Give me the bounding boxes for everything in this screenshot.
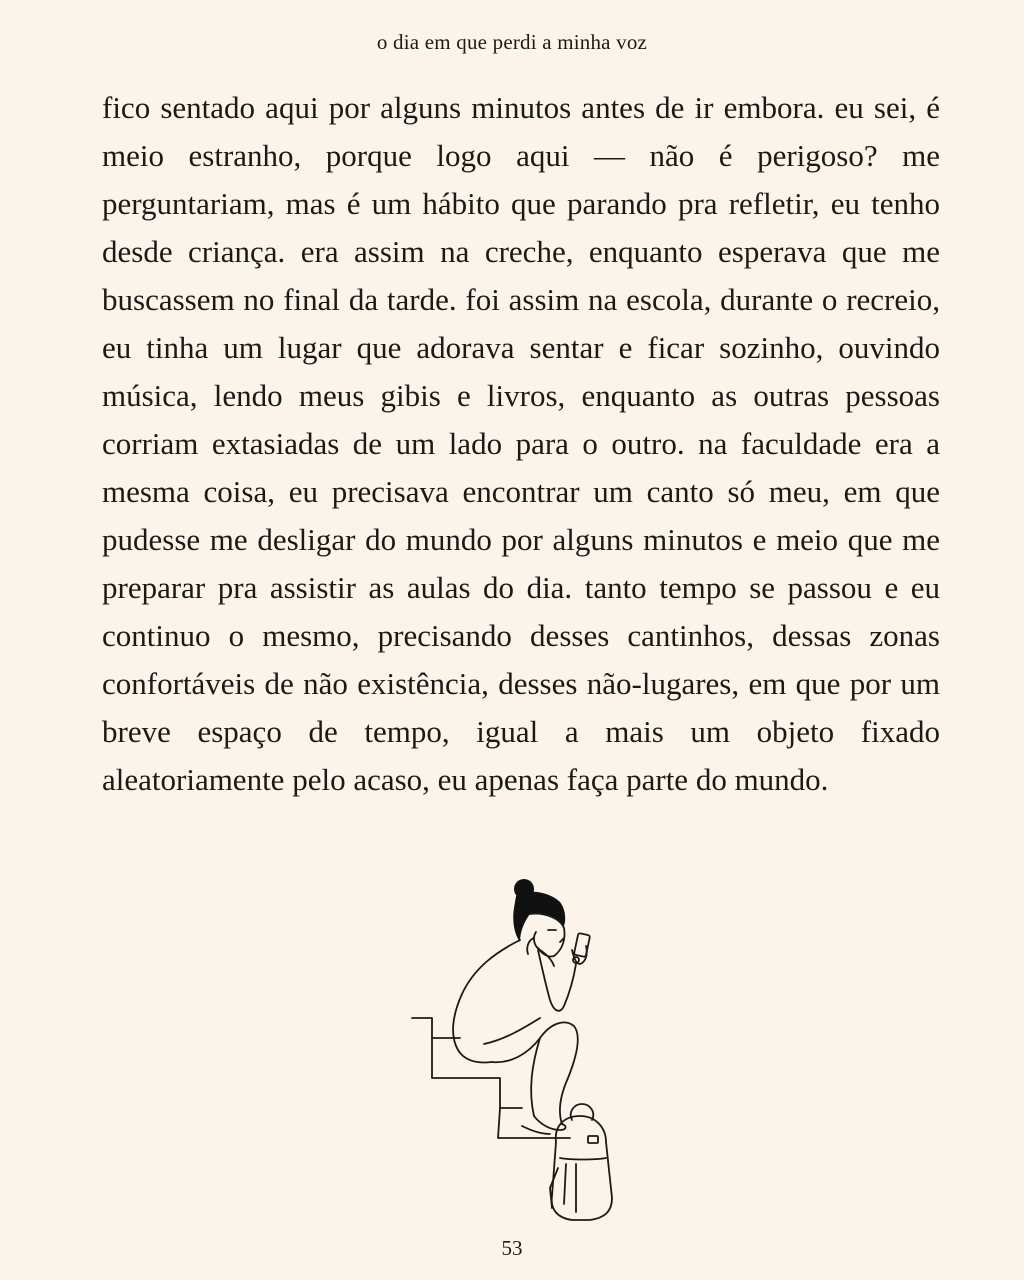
body-paragraph: fico sentado aqui por alguns minutos antes de ir embora. eu sei, é meio estranho, porque logo aqui — não é perigoso? me perguntariam, mas é um hábito que parando pra refletir, eu tenho desde criança. era assim na creche, enquanto esperava que me buscassem no final da tarde. foi assim na escola, durante o recreio, eu tinha um lugar que adorava sentar e ficar sozinho, ouvindo música, lendo meus gibis e livros, enquanto as outras pessoas corriam extasiadas de um lado para o outro. na faculdade era a mesma coisa, eu precisava encontrar um canto só meu, em que pudesse me desligar do mundo por alguns minutos e meio que me preparar pra assistir as aulas do dia. tanto tempo se passou e eu continuo o mesmo, precisando desses cantinhos, dessas zonas confortáveis de não existência, desses não-lugares, em que por um breve espaço de tempo, igual a mais um objeto fixado aleatoriamente pelo acaso, eu apenas faça parte do mundo. — [102, 90, 940, 797]
person-sitting-on-steps-icon — [400, 868, 640, 1228]
illustration — [400, 868, 640, 1228]
running-head-title: o dia em que perdi a minha voz — [376, 30, 648, 54]
page-number: 53 — [501, 1236, 523, 1260]
